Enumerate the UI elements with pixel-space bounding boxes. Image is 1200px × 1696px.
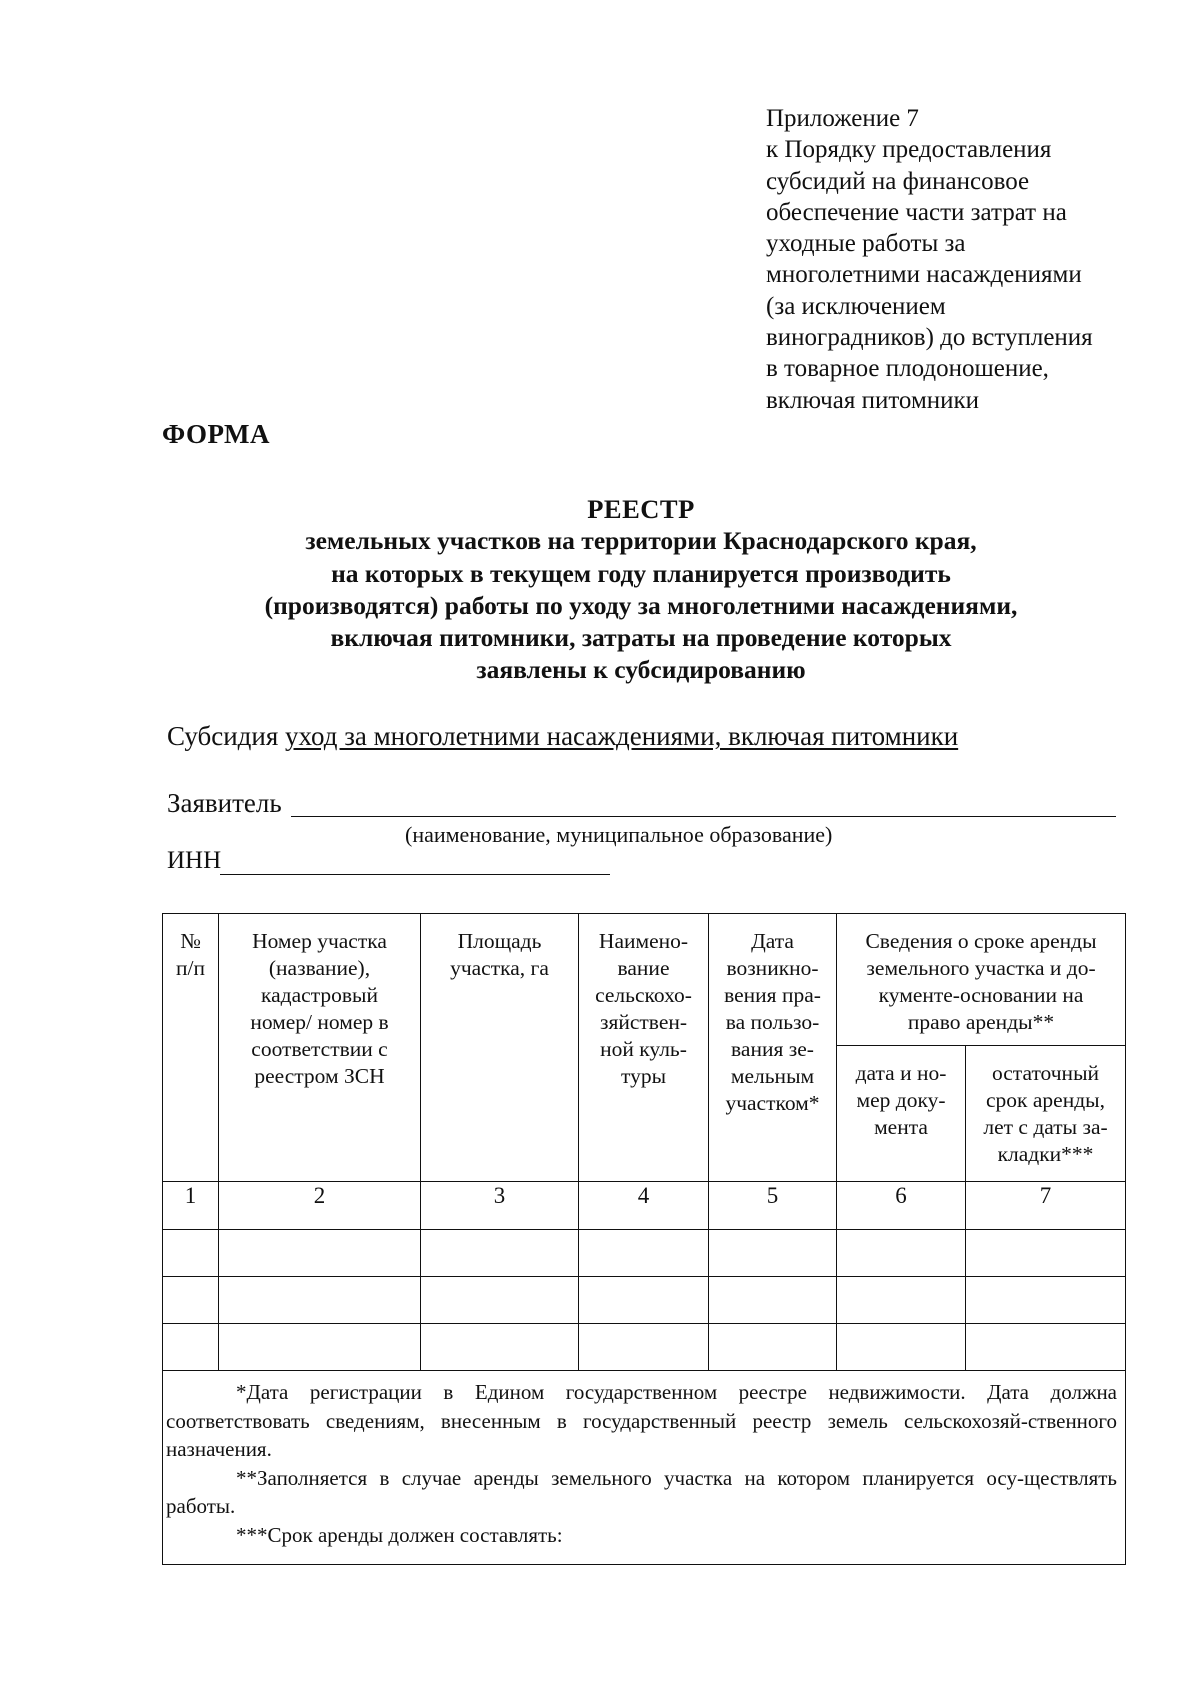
- footnotes: [163, 1371, 1126, 1565]
- title-line: на которых в текущем году планируется производить: [331, 558, 951, 588]
- appendix-line: в товарное плодоношение,: [766, 355, 1049, 383]
- table-cell: [421, 1230, 579, 1277]
- header-usage-right-date: Дата возникно- вения пра- ва пользо- вания зе- мельным участком*: [709, 914, 837, 1182]
- column-number: 4: [579, 1182, 709, 1230]
- registry-table: [162, 913, 1126, 1565]
- column-number: 2: [219, 1182, 421, 1230]
- document-title: [0, 493, 1200, 687]
- appendix-line: уходные работы за: [766, 230, 966, 258]
- column-number: 7: [966, 1182, 1126, 1230]
- table-cell: [163, 1277, 219, 1324]
- table-row: [163, 1230, 1126, 1277]
- appendix-line: (за исключением: [766, 292, 946, 320]
- footnote: ***Срок аренды должен составлять:: [236, 1522, 563, 1547]
- appendix-line: многолетними насаждениями: [766, 261, 1082, 289]
- table-cell: [579, 1277, 709, 1324]
- table-cell: [579, 1230, 709, 1277]
- appendix-line: субсидий на финансовое: [766, 167, 1030, 195]
- column-number: 6: [837, 1182, 966, 1230]
- table-cell: [837, 1230, 966, 1277]
- table-cell: [837, 1277, 966, 1324]
- applicant-label: Заявитель: [167, 788, 282, 818]
- appendix-line: обеспечение части затрат на: [766, 198, 1067, 226]
- appendix-block: [766, 103, 1166, 416]
- table-cell: [966, 1324, 1126, 1371]
- table-row: [163, 1324, 1126, 1371]
- footnote: **Заполняется в случае аренды земельного участка на котором планируется осу-ществлять работы.: [166, 1465, 1118, 1518]
- subsidy-value: уход за многолетними насаждениями, включая питомники: [285, 721, 959, 751]
- appendix-line: виноградников) до вступления: [766, 324, 1093, 352]
- header-plot-area: Площадь участка, га: [421, 914, 579, 1182]
- inn-field-line: [220, 874, 610, 875]
- header-crop-name: Наимено- вание сельскохо- зяйствен- ной куль- туры: [579, 914, 709, 1182]
- title-line: земельных участков на территории Краснодарского края,: [305, 526, 977, 556]
- table-cell: [219, 1230, 421, 1277]
- header-plot-number: Номер участка (название), кадастровый номер/ номер в соответствии с реестром ЗСН: [219, 914, 421, 1182]
- inn-label: ИНН: [167, 847, 222, 874]
- appendix-line: включая питомники: [766, 386, 980, 414]
- table-cell: [709, 1230, 837, 1277]
- table-cell: [966, 1277, 1126, 1324]
- table-cell: [421, 1277, 579, 1324]
- title-line: включая питомники, затраты на проведение которых: [330, 623, 952, 653]
- title-heading: РЕЕСТР: [587, 494, 695, 524]
- header-row-number: № п/п: [163, 914, 219, 1182]
- subsidy-label: Субсидия: [167, 721, 279, 751]
- column-number: 1: [163, 1182, 219, 1230]
- form-label: ФОРМА: [162, 419, 270, 449]
- notes-row: [163, 1371, 1126, 1565]
- title-line: заявлены к субсидированию: [476, 655, 806, 685]
- table-cell: [709, 1277, 837, 1324]
- header-lease-info: Сведения о сроке аренды земельного участка и до- кументе-основании на право аренды**: [837, 914, 1126, 1046]
- title-line: (производятся) работы по уходу за многолетними насаждениями,: [264, 590, 1018, 620]
- column-number: 3: [421, 1182, 579, 1230]
- header-remaining-lease-term: остаточный срок аренды, лет с даты за- кладки***: [966, 1046, 1126, 1182]
- table-cell: [421, 1324, 579, 1371]
- table-cell: [219, 1277, 421, 1324]
- applicant-hint: (наименование, муниципальное образование): [405, 822, 833, 847]
- table-cell: [163, 1324, 219, 1371]
- table-cell: [709, 1324, 837, 1371]
- table-cell: [837, 1324, 966, 1371]
- footnote: *Дата регистрации в Едином государственном реестре недвижимости. Дата должна соответствовать сведениям, внесенным в государственный реестр земель сельскохозяй-ственного назначения.: [166, 1380, 1118, 1461]
- table-cell: [219, 1324, 421, 1371]
- applicant-field-line: [291, 816, 1116, 817]
- table-row: [163, 1277, 1126, 1324]
- column-number: 5: [709, 1182, 837, 1230]
- table-cell: [163, 1230, 219, 1277]
- table-cell: [966, 1230, 1126, 1277]
- table-cell: [579, 1324, 709, 1371]
- appendix-line: к Порядку предоставления: [766, 136, 1052, 164]
- header-document-date-number: дата и но- мер доку- мента: [837, 1046, 966, 1182]
- appendix-line: Приложение 7: [766, 105, 919, 132]
- subsidy-row: [167, 721, 958, 752]
- column-numbers-row: [163, 1182, 1126, 1230]
